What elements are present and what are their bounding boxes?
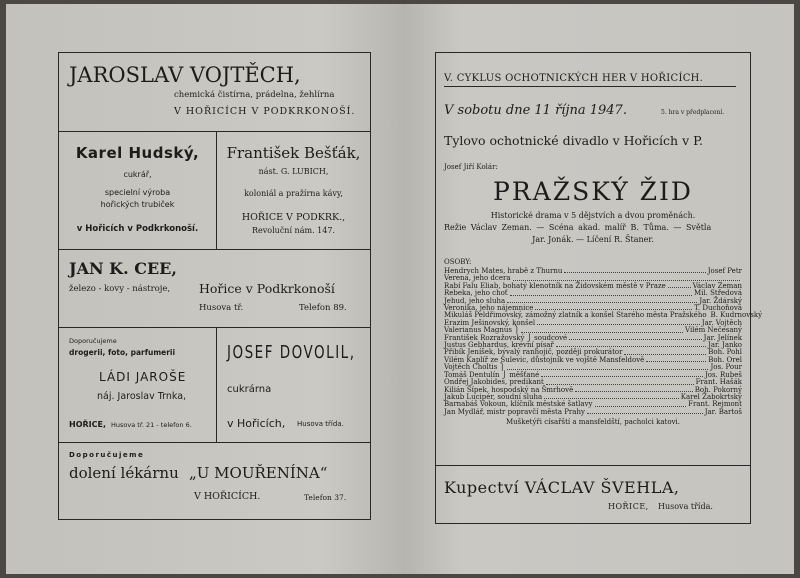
ad-place: v Hořicích v Podkrkonoší.: [76, 224, 199, 234]
play-subtitle: Historické drama v 5 dějstvích a dvou proměnách.: [490, 211, 696, 220]
cast-actor: Frant. Hašák: [695, 378, 742, 387]
ad-address: Husova třída.: [297, 420, 344, 428]
ad-place: HOŘICE,: [69, 420, 107, 429]
dot-leader: [575, 387, 693, 392]
ad-name: František Bešťák,: [226, 144, 361, 162]
subscription-note: 5. hra v předplacení.: [661, 109, 725, 116]
dot-leader: [595, 401, 687, 406]
ad-bestak: [217, 132, 370, 249]
cast-actor: Jos. Rubeš: [704, 370, 742, 379]
cast-actor: Jar. Janko: [708, 341, 742, 350]
author: Josef Jiří Kolár:: [444, 163, 498, 171]
cast-actor: Josef Petr: [707, 267, 742, 275]
cast-role: Justus Gebhardus, krevní písař: [444, 341, 554, 350]
cast-role: Valerianus Magnus ⎫: [444, 326, 520, 335]
ad-place: Hořice v Podkrkonoší: [199, 281, 335, 296]
cast-role: Vilém Kaplíř ze Sulevic, důstojník ve vojště Mansfeldově: [444, 355, 645, 364]
cast-actor: Boh. Pokorný: [694, 385, 742, 394]
ad-place: HOŘICE,: [608, 502, 649, 511]
ad-text: nást. G. LUBICH,: [258, 167, 329, 176]
ad-name: LÁDI JAROŠE: [99, 370, 187, 384]
ad-dovolil: [217, 328, 370, 442]
cast-actor: Jar. Bartoš: [704, 407, 742, 416]
ad-svehla-name: Kupectví VÁCLAV ŠVEHLA,: [444, 478, 680, 497]
ad-text: cukrárna: [227, 384, 272, 395]
ad-place: HOŘICE V PODKRK.,: [241, 212, 346, 223]
ad-address: Revoluční nám. 147.: [252, 226, 335, 235]
cast-actor: Karel Žabokrtský: [680, 392, 742, 401]
ad-text: specielní výroba: [104, 188, 171, 197]
dot-leader: [507, 364, 709, 369]
ad-cee: [59, 250, 370, 328]
ad-text: koloniál a pražírna kávy,: [244, 189, 343, 198]
cast-role: Verena, jeho dcera: [444, 274, 511, 283]
ad-phone: Telefon 37.: [304, 493, 347, 502]
ad-desc: železo - kovy - nástroje,: [69, 284, 171, 294]
cast-role: Barnabáš Vokoun, klíčník městské šatlavy: [444, 400, 593, 409]
dot-leader: [541, 372, 703, 377]
cast-role: Přibík Jeníšek, bývalý ranhojič, později prokurátor: [444, 348, 623, 357]
ad-lekarna: [59, 443, 370, 519]
divider: [436, 465, 750, 466]
dot-leader: [646, 357, 706, 362]
ad-hudsky: [59, 132, 217, 249]
ad-address: Husova tř.: [199, 303, 244, 313]
dot-leader: [513, 275, 741, 280]
cast-actor: Jar. Jelínek: [703, 333, 742, 342]
dot-leader: [546, 379, 694, 384]
theatre-name: Tylovo ochotnické divadlo v Hořicích v P.: [444, 133, 703, 148]
dot-leader: [535, 305, 692, 310]
ad-name: JAROSLAV VOJTĚCH,: [69, 63, 301, 87]
cast-role: Kilián Šípek, hospodský na Šmrhově: [444, 385, 574, 394]
ad-name: JOSEF DOVOLIL,: [227, 342, 356, 363]
cast-role: Rabí Falu Eliab, bohatý klenotník na Židovském městě v Praze: [444, 281, 666, 290]
cast-role: Veronika, jeho nájemnice: [444, 304, 534, 313]
cast-role: Erazim Ješinovský, konšel: [444, 318, 536, 327]
ad-text: Doporučujeme: [69, 451, 145, 459]
ad-text: Doporučujeme: [69, 337, 117, 345]
ad-place: v Hořicích,: [227, 417, 286, 430]
ad-text: dolení lékárnu: [69, 464, 179, 482]
cast-role: Vojtěch Choltis ⎫: [444, 363, 505, 372]
cast-actor: Boh. Orel: [708, 355, 742, 364]
left-page: [6, 4, 402, 574]
ad-name: Karel Hudský,: [75, 144, 200, 162]
dot-leader: [587, 409, 703, 414]
ad-text: drogerii, foto, parfumerii: [69, 348, 176, 357]
ad-name: „U MOUŘENÍNA“: [189, 464, 328, 482]
dot-leader: [544, 394, 679, 399]
cast-actor: Boh. Pohl: [708, 348, 742, 357]
cast-actor: Jos. Pour: [710, 363, 742, 372]
cast-actor: Mil. Středová: [693, 289, 742, 298]
cast-actor: Jar. Vojtěch: [701, 318, 742, 327]
ad-phone: Telefon 89.: [299, 303, 347, 313]
ad-row-4: [59, 328, 370, 443]
cast-role: Rebeka, jeho choť: [444, 289, 508, 298]
credits: Jar. Jonák. — Líčení R. Štaner.: [532, 235, 654, 244]
ad-vojtech: [59, 53, 370, 132]
dot-leader: [556, 342, 706, 347]
dot-leader: [624, 349, 706, 354]
performance-date: V sobotu dne 11 října 1947.: [444, 103, 627, 118]
cast-actor: Vilém Nečesaný: [685, 326, 742, 335]
cast-role: František Rozražovský ⎭ soudcové: [444, 333, 568, 342]
ad-jarose: [59, 328, 217, 442]
ad-name: JAN K. CEE,: [69, 259, 177, 278]
ad-address: Husova tř. 21 - telefon 6.: [111, 421, 192, 429]
ad-text: hořických trubiček: [100, 200, 175, 209]
cast-actor: Václav Zeman: [692, 281, 742, 290]
cast-heading: OSOBY:: [444, 258, 472, 266]
ad-row-2: [59, 132, 370, 250]
dot-leader: [668, 283, 691, 288]
advertisements-box: [58, 52, 371, 520]
dot-leader: [537, 320, 700, 325]
cast-role: Jan Mydlář, mistr popravčí města Prahy: [444, 407, 585, 416]
dot-leader: [521, 327, 683, 332]
ad-text: cukrář,: [123, 170, 152, 179]
cast-role: Ondřej Jakobides, predikant: [444, 378, 544, 387]
dot-leader: [507, 298, 697, 303]
credits: Režie Václav Zeman. — Scéna akad. malíř B. Tůma. — Světla: [444, 223, 712, 232]
dot-leader: [510, 290, 692, 295]
cast-actor: B. Kudrnovský: [710, 311, 763, 320]
ad-text: náj. Jaroslav Trnka,: [97, 391, 187, 402]
dot-leader: [569, 335, 701, 340]
ad-place: V HOŘICÍCH.: [194, 491, 261, 502]
program-box: [435, 52, 763, 524]
cast-actor: T. Duchoňová: [694, 304, 742, 313]
ad-place: V HOŘICÍCH V PODKRKONOŠÍ.: [174, 106, 356, 117]
ad-address: Husova třída.: [658, 502, 713, 511]
cast-row: [444, 409, 742, 416]
cast-list: [444, 267, 763, 416]
ad-desc: chemická čistírna, prádelna, žehlírna: [174, 90, 335, 100]
cast-role: Mikuláš Peldřimovský, zámožný zlatník a konšel Starého města Pražského: [444, 311, 707, 320]
dot-leader: [564, 268, 705, 273]
extras-note: Mušketýři císařští a mansfeldští, pacholci katovi.: [505, 418, 680, 426]
cycle-header: V. CYKLUS OCHOTNICKÝCH HER V HOŘICÍCH.: [444, 73, 736, 87]
cast-actor: Frant. Rejmont: [688, 400, 742, 409]
cast-role: Tomáš Dentulín ⎭ měšťané: [444, 370, 540, 379]
cast-role: Jehud, jeho sluha: [444, 296, 506, 305]
cast-role: Jakub Lucipér, soudní sluha: [444, 392, 543, 401]
play-title: PRAŽSKÝ ŽID: [493, 177, 693, 206]
cast-actor: Jar. Ždárský: [699, 296, 742, 305]
right-page: [402, 4, 794, 574]
cast-role: Hendrych Mates, hrabě z Thurnu: [444, 267, 563, 275]
